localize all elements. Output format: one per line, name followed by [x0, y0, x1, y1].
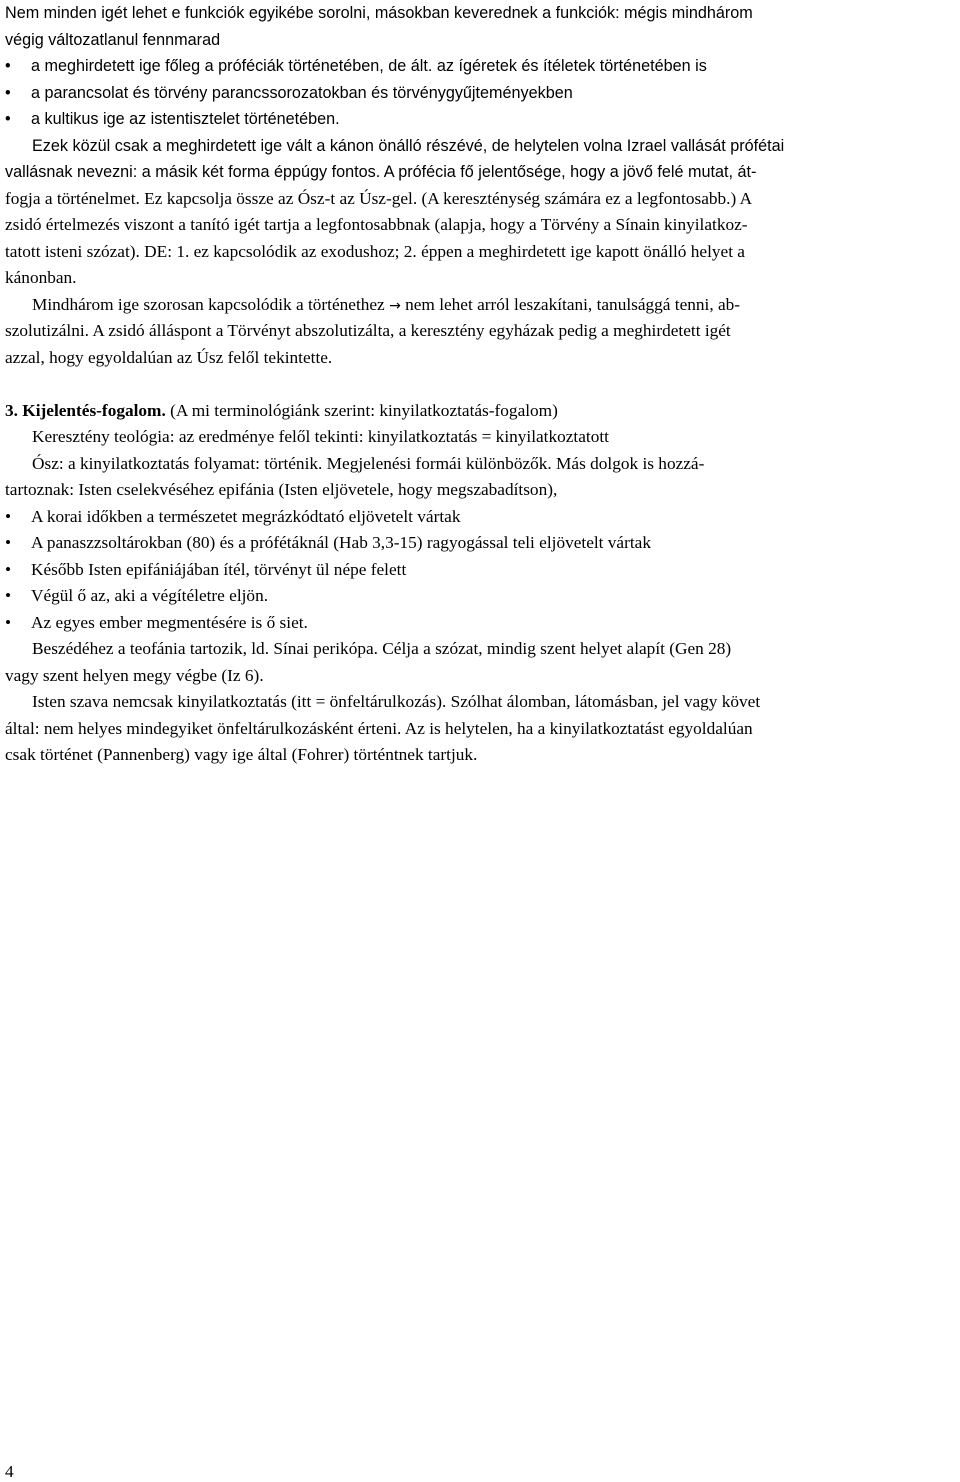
paragraph-history	[5, 292, 960, 372]
document-page	[5, 0, 960, 769]
list-item-text: a parancsolat és törvény parancssorozatokban és törvénygyűjteményekben	[31, 83, 573, 102]
section-heading-line	[5, 398, 960, 425]
paragraph-theophany	[5, 636, 960, 689]
paragraph-line	[5, 292, 957, 319]
paragraph-line: csak történet (Pannenberg) vagy ige által (Fohrer) történtnek tartjuk.	[5, 745, 478, 764]
paragraph-line: kánonban.	[5, 268, 77, 287]
paragraph-line: tartoznak: Isten cselekvéséhez epifánia (Isten eljövetele, hogy megszabadítson),	[5, 480, 558, 499]
list-item	[5, 583, 960, 610]
list-item-text: Végül ő az, aki a végítéletre eljön.	[31, 586, 269, 605]
intro-paragraph	[5, 0, 960, 53]
paragraph-line: Keresztény teológia: az eredménye felől tekinti: kinyilatkoztatás = kinyilatkoztatott	[32, 427, 609, 446]
section-heading-note: (A mi terminológiánk szerint: kinyilatkoztatás-fogalom)	[170, 400, 558, 420]
right-arrow-icon: →	[389, 297, 401, 314]
epiphany-list	[5, 504, 960, 637]
section-heading: 3. Kijelentés-fogalom.	[5, 400, 166, 420]
paragraph-line: Isten szava nemcsak kinyilatkoztatás (itt = önfeltárulkozás). Szólhat álomban, látomásban, jel vagy követ	[32, 692, 761, 711]
paragraph-line: fogja a történelmet. Ez kapcsolja össze az Ósz-t az Úsz-gel. (A kereszténység számára ez a legfontosabb.) A	[5, 188, 753, 208]
bullet-icon: •	[5, 83, 11, 102]
paragraph-line: zsidó értelmezés viszont a tanító igét tartja a legfontosabbnak (alapja, hogy a Törvény a Sínain kinyilatkoz-	[5, 215, 748, 234]
bullet-icon: •	[5, 57, 11, 75]
section-revelation	[5, 398, 960, 504]
list-item-text: A korai időkben a természetet megrázkódtató eljövetelt vártak	[31, 506, 461, 526]
list-item	[5, 80, 960, 107]
list-item	[5, 53, 960, 80]
paragraph-canon	[5, 133, 960, 292]
list-item	[5, 557, 960, 584]
bullet-icon: •	[5, 612, 12, 632]
list-item	[5, 106, 960, 133]
list-item-text: a kultikus ige az istentisztelet történetében.	[31, 110, 340, 128]
paragraph-line: Ezek közül csak a meghirdetett ige vált a kánon önálló részévé, de helytelen volna Izrael vallását prófétai	[32, 136, 785, 155]
list-item-text: a meghirdetett ige főleg a próféciák történetében, de ált. az ígéretek és ítéletek történetében is	[31, 57, 707, 75]
list-item-text: Később Isten epifániájában ítél, törvényt ül népe felett	[31, 559, 407, 579]
section-spacer	[5, 371, 960, 398]
bullet-icon: •	[5, 533, 12, 552]
paragraph-line: szolutizálni. A zsidó álláspont a Törvényt abszolutizálta, a keresztény egyházak pedig a meghirdetett igét	[5, 321, 731, 340]
paragraph-line: vagy szent helyen megy végbe (Iz 6).	[5, 665, 264, 685]
intro-line-1: Nem minden igét lehet e funkciók egyikébe sorolni, másokban keverednek a funkciók: mégis mindhárom	[5, 4, 753, 22]
page-number: 4	[5, 1462, 14, 1481]
paragraph-line: tatott isteni szózat). DE: 1. ez kapcsolódik az exodushoz; 2. éppen a meghirdetett ige kapott önálló helyet a	[5, 241, 745, 261]
bullet-icon: •	[5, 110, 11, 128]
paragraph-text: Mindhárom ige szorosan kapcsolódik a történethez	[32, 294, 385, 314]
paragraph-line: által: nem helyes mindegyiket önfeltárulkozásként érteni. Az is helytelen, ha a kinyilatkoztatást egyoldalúan	[5, 718, 753, 738]
paragraph-text: nem lehet arról leszakítani, tanulsággá tenni, ab-	[405, 294, 741, 314]
paragraph-line: Ósz: a kinyilatkoztatás folyamat: történik. Megjelenési formái különbözők. Más dolgok is hozzá-	[32, 453, 705, 473]
list-item-text: Az egyes ember megmentésére is ő siet.	[31, 612, 308, 632]
function-list	[5, 53, 960, 133]
paragraph-line: Beszédéhez a teofánia tartozik, ld. Sínai perikópa. Célja a szózat, mindig szent helyet alapít (Gen 28)	[32, 639, 732, 658]
bullet-icon: •	[5, 586, 12, 605]
list-item	[5, 530, 960, 557]
intro-line-2: végig változatlanul fennmarad	[5, 30, 221, 49]
bullet-icon: •	[5, 506, 12, 526]
paragraph-word-of-god	[5, 689, 960, 769]
list-item	[5, 610, 960, 637]
list-item	[5, 504, 960, 531]
list-item-text: A panaszzsoltárokban (80) és a prófétáknál (Hab 3,3-15) ragyogással teli eljövetelt vártak	[31, 533, 651, 552]
bullet-icon: •	[5, 559, 12, 579]
paragraph-line: azzal, hogy egyoldalúan az Úsz felől tekintette.	[5, 347, 333, 367]
paragraph-line: vallásnak nevezni: a másik két forma éppúgy fontos. A prófécia fő jelentősége, hogy a jövő felé mutat, át-	[5, 163, 757, 181]
